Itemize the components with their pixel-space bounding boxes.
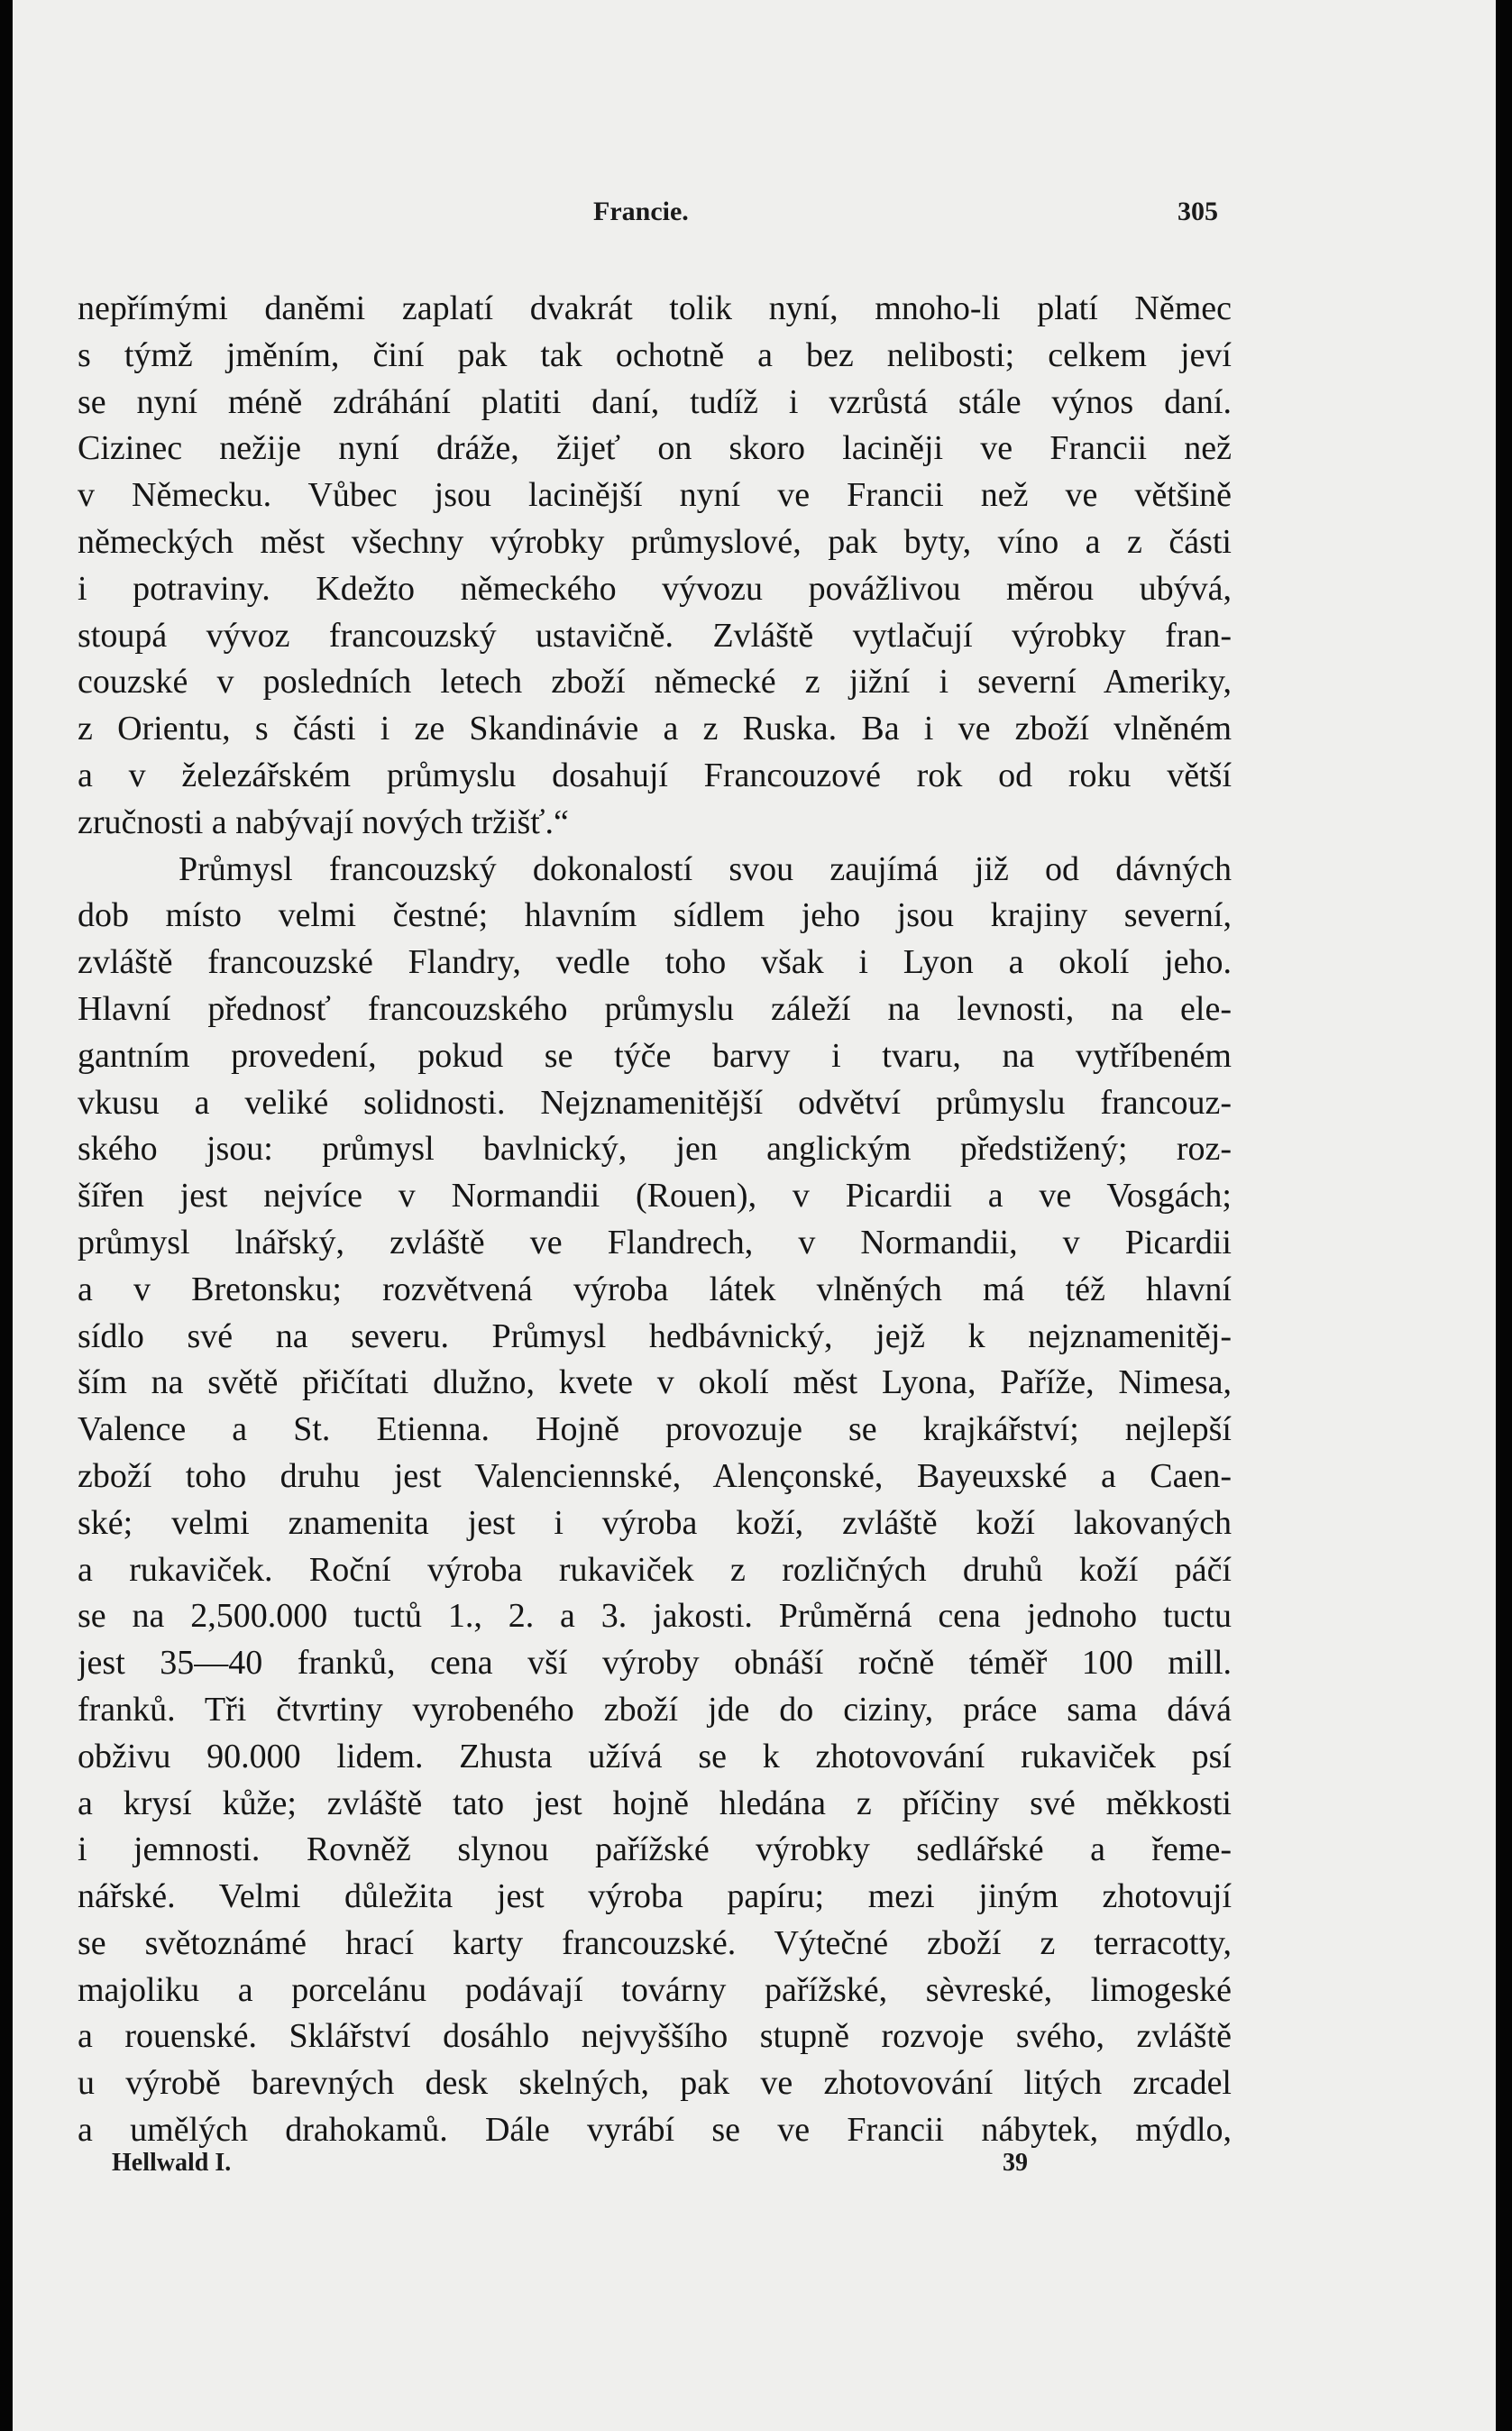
text-line: se světoznámé hrací karty francouzské. Výtečné zboží z terracotty, <box>78 1923 1232 1962</box>
text-line: a v Bretonsku; rozvětvená výroba látek vlněných má též hlavní <box>78 1270 1232 1308</box>
text-line: couzské v posledních letech zboží německé z jižní i severní Ameriky, <box>78 663 1232 702</box>
text-line: sídlo své na severu. Průmysl hedbávnický, jejž k nejznamenitěj- <box>78 1316 1232 1355</box>
text-line: u výrobě barevných desk skelných, pak ve zhotovování litých zrcadel <box>78 2064 1232 2103</box>
text-line: německých měst všechny výrobky průmyslové, pak byty, víno a z části <box>78 522 1232 561</box>
text-line: Průmysl francouzský dokonalostí svou zaujímá již od dávných <box>179 849 1232 888</box>
text-line: i potraviny. Kdežto německého vývozu povážlivou měrou ubývá, <box>78 569 1232 608</box>
text-line: majoliku a porcelánu podávají továrny pařížské, sèvreské, limogeské <box>78 1970 1232 2009</box>
text-line: a krysí kůže; zvláště tato jest hojně hledána z příčiny své měkkosti <box>78 1784 1232 1822</box>
body-text <box>78 286 1232 2154</box>
text-line: šířen jest nejvíce v Normandii (Rouen), v Picardii a ve Vosgách; <box>78 1177 1232 1216</box>
text-line: a umělých drahokamů. Dále vyrábí se ve Francii nábytek, mýdlo, <box>78 2111 1232 2150</box>
text-line: zvláště francouzské Flandry, vedle toho však i Lyon a okolí jeho. <box>78 943 1232 982</box>
text-line: stoupá vývoz francouzský ustavičně. Zvláště vytlačují výrobky fran- <box>78 616 1232 655</box>
text-line: ského jsou: průmysl bavlnický, jen anglickým předstižený; roz- <box>78 1130 1232 1169</box>
text-line: ské; velmi znamenita jest i výroba koží, zvláště koží lakovaných <box>78 1503 1232 1542</box>
running-head <box>13 197 1496 233</box>
signature-mark: Hellwald I. <box>112 2149 232 2177</box>
text-line: obživu 90.000 lidem. Zhusta užívá se k zhotovování rukaviček psí <box>78 1737 1232 1775</box>
running-head-title: Francie. <box>593 197 689 226</box>
text-line: gantním provedení, pokud se týče barvy i tvaru, na vytříbeném <box>78 1036 1232 1075</box>
text-line: a rouenské. Sklářství dosáhlo nejvyššího stupně rozvoje svého, zvláště <box>78 2017 1232 2056</box>
text-line: dob místo velmi čestné; hlavním sídlem jeho jsou krajiny severní, <box>78 896 1232 935</box>
paragraph-1 <box>78 286 1232 847</box>
page-number: 305 <box>1178 197 1218 226</box>
text-line: jest 35—40 franků, cena vší výroby obnáší ročně téměř 100 mill. <box>78 1644 1232 1683</box>
text-line: zboží toho druhu jest Valenciennské, Alençonské, Bayeuxské a Caen- <box>78 1456 1232 1495</box>
text-line: Valence a St. Etienna. Hojně provozuje se krajkářství; nejlepší <box>78 1410 1232 1449</box>
book-page <box>13 0 1496 2431</box>
text-line: v Německu. Vůbec jsou lacinější nyní ve Francii než ve většině <box>78 476 1232 515</box>
text-line: průmysl lnářský, zvláště ve Flandrech, v Normandii, v Picardii <box>78 1223 1232 1261</box>
text-line: se nyní méně zdráhání platiti daní, tudíž i vzrůstá stále výnos daní. <box>78 382 1232 421</box>
text-line: se na 2,500.000 tuctů 1., 2. a 3. jakosti. Průměrná cena jednoho tuctu <box>78 1597 1232 1636</box>
text-line: a rukaviček. Roční výroba rukaviček z rozličných druhů koží páčí <box>78 1550 1232 1589</box>
text-line: zručnosti a nabývají nových tržišť.“ <box>78 803 569 841</box>
text-line: z Orientu, s části i ze Skandinávie a z Ruska. Ba i ve zboží vlněném <box>78 710 1232 748</box>
text-line: Hlavní přednosť francouzského průmyslu záleží na levnosti, na ele- <box>78 989 1232 1028</box>
sheet-number: 39 <box>1003 2149 1028 2177</box>
page-footer <box>13 2149 1496 2185</box>
text-line: franků. Tři čtvrtiny vyrobeného zboží jde do ciziny, práce sama dává <box>78 1690 1232 1729</box>
paragraph-2 <box>78 847 1232 2154</box>
text-line: nářské. Velmi důležita jest výroba papíru; mezi jiným zhotovují <box>78 1877 1232 1916</box>
text-line: vkusu a veliké solidnosti. Nejznamenitější odvětví průmyslu francouz- <box>78 1083 1232 1122</box>
text-line: a v železářském průmyslu dosahují Francouzové rok od roku větší <box>78 756 1232 794</box>
text-line: i jemnosti. Rovněž slynou pařížské výrobky sedlářské a řeme- <box>78 1830 1232 1869</box>
text-line: ším na světě přičítati dlužno, kvete v okolí měst Lyona, Paříže, Nimesa, <box>78 1363 1232 1402</box>
text-line: nepřímými daněmi zaplatí dvakrát tolik nyní, mnoho-li platí Němec <box>78 289 1232 327</box>
text-line: s týmž jměním, činí pak tak ochotně a bez nelibosti; celkem jeví <box>78 335 1232 374</box>
text-line: Cizinec nežije nyní dráže, žijeť on skoro laciněji ve Francii než <box>78 429 1232 468</box>
